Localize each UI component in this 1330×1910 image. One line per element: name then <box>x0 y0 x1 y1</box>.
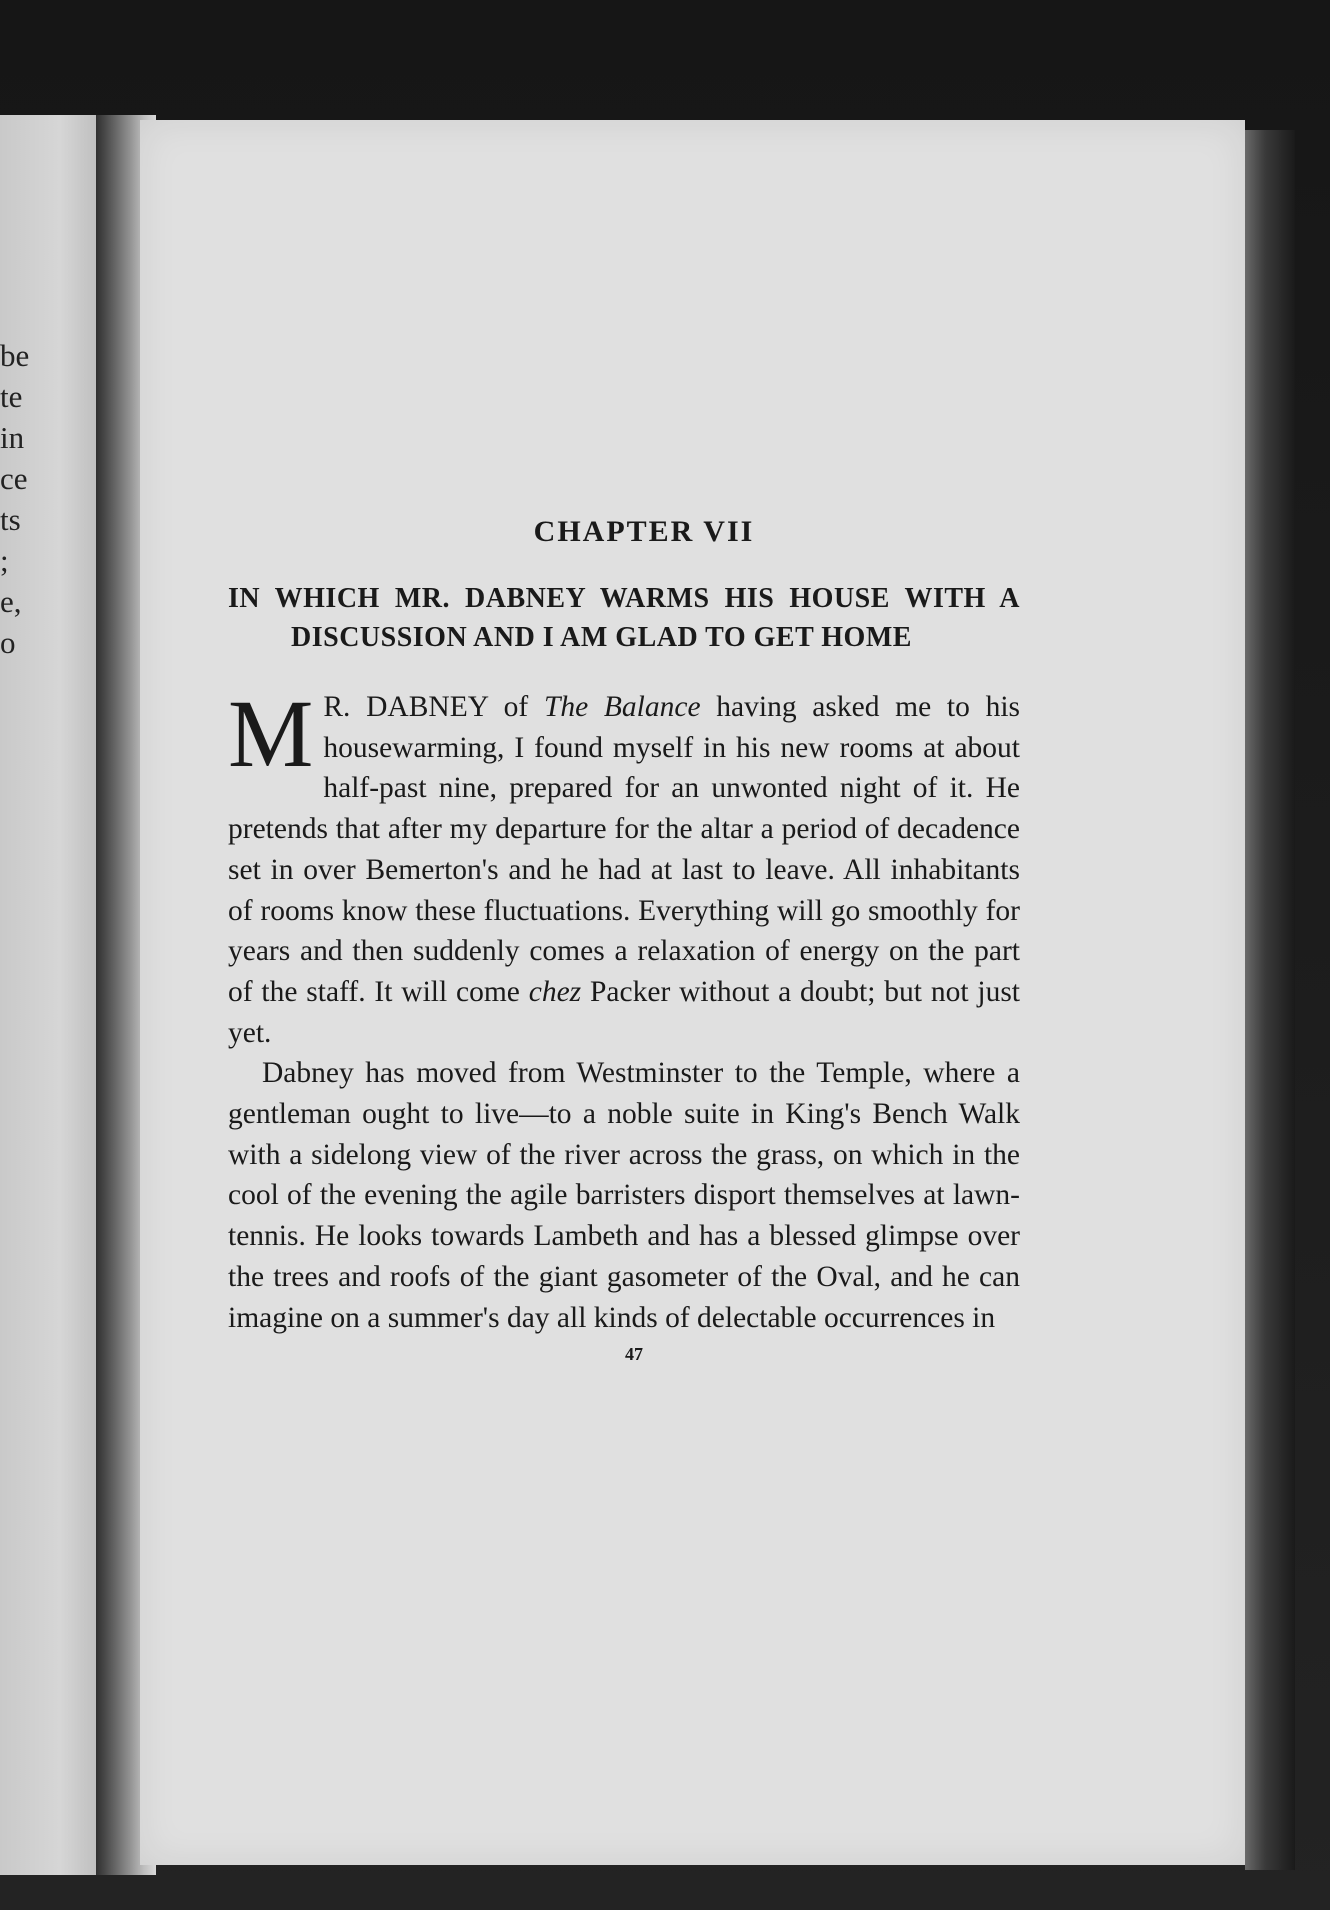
fragment-line: in <box>0 420 25 455</box>
chapter-heading: IN WHICH MR. DABNEY WARMS HIS HOUSE WITH A DISCUSSION AND I AM GLAD TO GET HOME <box>228 583 1020 653</box>
italic-word: chez <box>528 975 582 1008</box>
paragraph-1-text: Packer without a doubt; but not just yet. <box>228 975 1020 1049</box>
previous-page-text-fragments <box>0 335 40 663</box>
fragment-line: ce <box>0 461 28 496</box>
chapter-title: CHAPTER VII <box>533 515 755 548</box>
fragment-line: te <box>0 379 23 414</box>
page-number: 47 <box>625 1344 643 1365</box>
drop-cap: M <box>228 680 314 787</box>
paragraph-1 <box>228 680 1020 1053</box>
paragraph-1-text: R. DABNEY of <box>323 691 544 723</box>
fragment-line: o <box>0 625 16 660</box>
fragment-line: be <box>0 338 30 373</box>
paragraph-2: Dabney has moved from Westminster to the Temple, where a gentleman ought to live—to a noble suite in King's Bench Walk with a sidelong view of the river across the grass, on which in the cool of the evening the agile barristers disport themselves at lawn-tennis. He looks towards Lambeth and has a blessed glimpse over the trees and roofs of the giant gasometer of the Oval, and he can imagine on a summer's day all kinds of delectable occurrences in <box>228 1057 1020 1334</box>
italic-title: The Balance <box>543 691 701 723</box>
page-content <box>228 515 1020 1365</box>
paragraph-1-text: having asked me to his housewarming, I found myself in his new rooms at about half-past nine, prepared for an unwonted night of it. He pretends that after my departure for the altar a period of decadence set in over Bemerton's and he had at last to leave. All inhabitants of rooms know these fluctuations. Everything will go smoothly for years and then suddenly comes a relaxation of energy on the part of the staff. It will come <box>228 691 1020 1008</box>
page-stack-edge <box>1245 130 1295 1870</box>
fragment-line: ts <box>0 502 21 537</box>
fragment-line: ; <box>0 543 9 578</box>
fragment-line: e, <box>0 584 22 619</box>
